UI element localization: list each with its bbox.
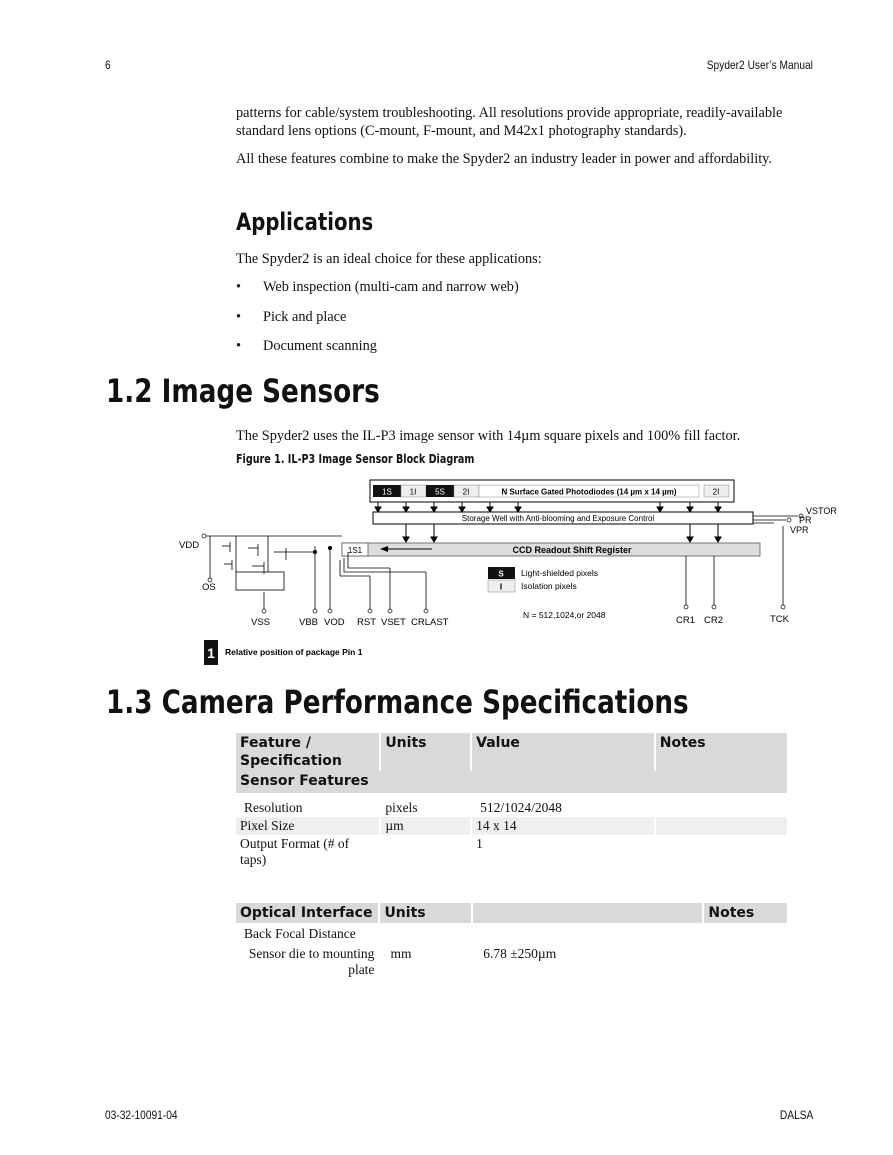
intro-paragraph-2: All these features combine to make the Spyder2 an industry leader in power and affordability. — [236, 151, 772, 167]
optical-interface-table — [234, 903, 789, 979]
column-header: Units — [381, 733, 470, 771]
pin-rst: RST — [357, 617, 376, 628]
company-name: DALSA — [779, 1108, 813, 1122]
table-row — [236, 943, 787, 979]
cell-1i: 1I — [409, 487, 417, 497]
pin-tck: TCK — [770, 614, 789, 625]
pin-cr2: CR2 — [704, 615, 724, 626]
storage-well-label: Storage Well with Anti-blooming and Exposure Control — [461, 514, 655, 523]
table-cell: pixels — [385, 800, 418, 815]
image-sensors-text: The Spyder2 uses the IL-P3 image sensor with 14µm square pixels and 100% fill factor. — [236, 428, 741, 444]
column-header: Feature / Specification — [236, 733, 379, 771]
manual-title: Spyder2 User’s Manual — [706, 58, 813, 72]
table-row — [236, 793, 787, 817]
legend-s-key: S — [498, 569, 504, 579]
pin-vset: VSET — [381, 617, 406, 628]
table-cell — [473, 923, 702, 943]
pin-os: OS — [202, 582, 216, 593]
cell-2i: 2I — [462, 487, 470, 497]
column-header: Notes — [704, 903, 787, 923]
pin1-marker: 1 — [207, 645, 215, 661]
table-cell: Back Focal Distance — [244, 926, 356, 941]
table-cell — [704, 943, 787, 979]
table-row — [236, 817, 787, 835]
applications-lead: The Spyder2 is an ideal choice for these applications: — [236, 251, 542, 267]
sensor-block-diagram — [170, 476, 850, 670]
pin-vbb: VBB — [299, 617, 319, 628]
column-header: Optical Interface — [236, 903, 378, 923]
readout-prefix: 1S1 — [347, 546, 363, 555]
table-cell — [704, 923, 787, 943]
table-cell: mm — [390, 946, 412, 961]
cell-5s: 5S — [435, 487, 445, 497]
table-header-row — [236, 903, 787, 923]
table-header-row — [236, 733, 787, 771]
pin-vstor: VSTOR — [806, 506, 837, 516]
pin-vdd: VDD — [179, 540, 200, 551]
pin-vod: VOD — [324, 617, 345, 628]
table-cell: Output Format (# of taps) — [240, 836, 350, 867]
table-cell — [656, 817, 787, 835]
applications-heading: Applications — [236, 208, 374, 236]
performance-heading: 1.3 Camera Performance Specifications — [106, 683, 689, 721]
pin1-label: Relative position of package Pin 1 — [225, 647, 363, 657]
table-section-row — [236, 771, 787, 793]
photodiodes-label: N Surface Gated Photodiodes (14 µm x 14 µm) — [501, 487, 677, 497]
n-note: N = 512,1024,or 2048 — [523, 610, 606, 620]
sensor-features-table — [234, 733, 789, 869]
table-cell — [656, 835, 787, 869]
list-item: • Document scanning — [236, 338, 377, 354]
cell-1s: 1S — [382, 487, 392, 497]
pin-pr: PR — [799, 515, 812, 525]
pin-crlast: CRLAST — [411, 617, 449, 628]
legend-i-key: I — [499, 582, 503, 592]
pin-vss: VSS — [251, 617, 271, 628]
cell-2i-right: 2I — [712, 487, 720, 497]
table-cell: Resolution — [244, 800, 303, 815]
table-cell: µm — [381, 817, 470, 835]
table-cell: 512/1024/2048 — [480, 800, 562, 815]
page-number: 6 — [105, 58, 111, 72]
list-item: • Web inspection (multi-cam and narrow web) — [236, 279, 519, 295]
table-row — [236, 923, 787, 943]
table-cell — [380, 923, 471, 943]
table-row — [236, 835, 787, 869]
legend-i-label: Isolation pixels — [521, 581, 577, 591]
column-header: Units — [380, 903, 471, 923]
list-item: • Pick and place — [236, 309, 347, 325]
table-cell — [381, 835, 470, 869]
document-number: 03-32-10091-04 — [105, 1108, 178, 1122]
pin-cr1: CR1 — [676, 615, 696, 626]
column-header: Notes — [656, 733, 787, 771]
table-cell: Sensor die to mounting plate — [248, 946, 375, 977]
table-cell — [656, 793, 787, 817]
pin-vpr: VPR — [790, 525, 809, 535]
legend-s-label: Light-shielded pixels — [521, 568, 599, 578]
figure-caption: Figure 1. IL-P3 Image Sensor Block Diagram — [236, 452, 475, 466]
intro-paragraph-1: patterns for cable/system troubleshooting. All resolutions provide appropriate, readily-available standard lens options (C-mount, F-mount, and M42x1 photography standards). — [236, 105, 783, 139]
table-cell: 1 — [476, 836, 483, 851]
table-cell: 14 x 14 — [472, 817, 654, 835]
column-header: Value — [472, 733, 654, 771]
section-label: Sensor Features — [236, 771, 787, 793]
column-header — [473, 903, 702, 923]
table-cell: Pixel Size — [236, 817, 379, 835]
table-cell: 6.78 ±250µm — [483, 946, 557, 961]
readout-register-label: CCD Readout Shift Register — [512, 545, 632, 555]
image-sensors-heading: 1.2 Image Sensors — [106, 372, 380, 410]
